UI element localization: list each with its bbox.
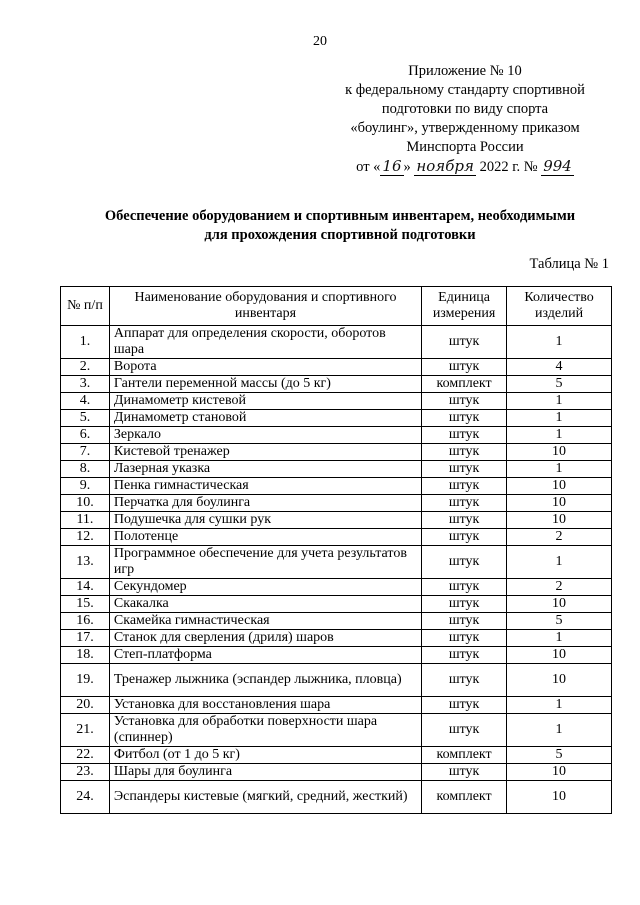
cell-num: 13.: [61, 546, 110, 579]
cell-name: Скакалка: [109, 596, 421, 613]
cell-qty: 10: [507, 764, 612, 781]
cell-num: 8.: [61, 461, 110, 478]
cell-unit: штук: [422, 478, 507, 495]
cell-name: Аппарат для определения скорости, оборотов шара: [109, 326, 421, 359]
header-name: Наименование оборудования и спортивного инвентаря: [109, 287, 421, 326]
cell-unit: штук: [422, 546, 507, 579]
table-body: [61, 326, 612, 814]
cell-unit: штук: [422, 393, 507, 410]
cell-qty: 10: [507, 647, 612, 664]
handwritten-month: ноября: [416, 157, 474, 175]
cell-unit: штук: [422, 495, 507, 512]
cell-unit: штук: [422, 697, 507, 714]
table-row: [61, 495, 612, 512]
cell-unit: штук: [422, 596, 507, 613]
cell-unit: штук: [422, 512, 507, 529]
cell-qty: 1: [507, 393, 612, 410]
handwritten-day: 16: [382, 157, 402, 175]
cell-num: 24.: [61, 781, 110, 814]
cell-name: Кистевой тренажер: [109, 444, 421, 461]
cell-num: 1.: [61, 326, 110, 359]
cell-num: 20.: [61, 697, 110, 714]
cell-name: Степ-платформа: [109, 647, 421, 664]
cell-unit: штук: [422, 764, 507, 781]
cell-num: 9.: [61, 478, 110, 495]
cell-name: Установка для восстановления шара: [109, 697, 421, 714]
table-row: [61, 427, 612, 444]
cell-num: 14.: [61, 579, 110, 596]
cell-qty: 1: [507, 697, 612, 714]
cell-name: Динамометр кистевой: [109, 393, 421, 410]
cell-name: Подушечка для сушки рук: [109, 512, 421, 529]
cell-name: Перчатка для боулинга: [109, 495, 421, 512]
table-row: [61, 747, 612, 764]
date-prefix: от «: [356, 159, 381, 175]
table-row: [61, 359, 612, 376]
title-line: для прохождения спортивной подготовки: [204, 227, 476, 243]
table-row: [61, 326, 612, 359]
cell-qty: 1: [507, 427, 612, 444]
table-header-row: [61, 287, 612, 326]
cell-num: 5.: [61, 410, 110, 427]
cell-qty: 1: [507, 630, 612, 647]
cell-num: 12.: [61, 529, 110, 546]
cell-name: Полотенце: [109, 529, 421, 546]
cell-qty: 4: [507, 359, 612, 376]
appendix-line: «боулинг», утвержденному приказом: [350, 120, 580, 136]
cell-name: Скамейка гимнастическая: [109, 613, 421, 630]
cell-name: Программное обеспечение для учета результатов игр: [109, 546, 421, 579]
table-row: [61, 579, 612, 596]
cell-num: 11.: [61, 512, 110, 529]
page-number: 20: [313, 34, 327, 49]
cell-name: Пенка гимнастическая: [109, 478, 421, 495]
cell-qty: 1: [507, 714, 612, 747]
cell-unit: штук: [422, 630, 507, 647]
table-row: [61, 512, 612, 529]
handwritten-order-number: 994: [543, 157, 572, 175]
cell-qty: 10: [507, 596, 612, 613]
cell-unit: штук: [422, 326, 507, 359]
cell-num: 18.: [61, 647, 110, 664]
cell-name: Эспандеры кистевые (мягкий, средний, жесткий): [109, 781, 421, 814]
cell-unit: штук: [422, 664, 507, 697]
table-row: [61, 647, 612, 664]
table-row: [61, 613, 612, 630]
cell-num: 4.: [61, 393, 110, 410]
table-row: [61, 393, 612, 410]
cell-num: 2.: [61, 359, 110, 376]
cell-num: 7.: [61, 444, 110, 461]
table-row: [61, 697, 612, 714]
cell-num: 16.: [61, 613, 110, 630]
cell-name: Лазерная указка: [109, 461, 421, 478]
cell-qty: 5: [507, 747, 612, 764]
cell-name: Секундомер: [109, 579, 421, 596]
document-title: [60, 207, 620, 245]
table-row: [61, 478, 612, 495]
cell-unit: штук: [422, 444, 507, 461]
cell-num: 22.: [61, 747, 110, 764]
table-row: [61, 410, 612, 427]
cell-unit: комплект: [422, 747, 507, 764]
date-year: 2022 г. №: [479, 159, 538, 175]
cell-name: Динамометр становой: [109, 410, 421, 427]
appendix-line: к федеральному стандарту спортивной: [345, 82, 585, 98]
cell-qty: 10: [507, 444, 612, 461]
header-num: № п/п: [61, 287, 110, 326]
cell-unit: штук: [422, 613, 507, 630]
cell-unit: штук: [422, 529, 507, 546]
cell-name: Ворота: [109, 359, 421, 376]
cell-qty: 5: [507, 376, 612, 393]
table-row: [61, 630, 612, 647]
table-row: [61, 546, 612, 579]
cell-unit: штук: [422, 461, 507, 478]
inventory-table: [60, 286, 612, 814]
cell-qty: 2: [507, 529, 612, 546]
header-unit: Единица измерения: [422, 287, 507, 326]
table-row: [61, 461, 612, 478]
cell-num: 21.: [61, 714, 110, 747]
cell-num: 17.: [61, 630, 110, 647]
cell-name: Станок для сверления (дриля) шаров: [109, 630, 421, 647]
cell-unit: комплект: [422, 781, 507, 814]
cell-name: Гантели переменной массы (до 5 кг): [109, 376, 421, 393]
cell-qty: 10: [507, 495, 612, 512]
cell-qty: 1: [507, 410, 612, 427]
cell-unit: штук: [422, 427, 507, 444]
date-mid: »: [403, 159, 411, 175]
cell-qty: 10: [507, 478, 612, 495]
cell-unit: штук: [422, 359, 507, 376]
appendix-line: подготовки по виду спорта: [381, 101, 549, 117]
cell-qty: 10: [507, 664, 612, 697]
table-row: [61, 376, 612, 393]
table-row: [61, 781, 612, 814]
appendix-header: [330, 62, 600, 177]
table-row: [61, 664, 612, 697]
cell-qty: 10: [507, 512, 612, 529]
cell-qty: 2: [507, 579, 612, 596]
cell-name: Фитбол (от 1 до 5 кг): [109, 747, 421, 764]
cell-num: 3.: [61, 376, 110, 393]
table-row: [61, 529, 612, 546]
table-row: [61, 596, 612, 613]
table-caption: Таблица № 1: [529, 256, 609, 272]
table-row: [61, 444, 612, 461]
cell-qty: 10: [507, 781, 612, 814]
cell-qty: 1: [507, 461, 612, 478]
cell-name: Зеркало: [109, 427, 421, 444]
header-qty: Количество изделий: [507, 287, 612, 326]
cell-unit: штук: [422, 647, 507, 664]
order-date-line: [330, 157, 600, 177]
cell-qty: 1: [507, 546, 612, 579]
title-line: Обеспечение оборудованием и спортивным инвентарем, необходимыми: [104, 208, 576, 224]
cell-num: 6.: [61, 427, 110, 444]
cell-qty: 1: [507, 326, 612, 359]
table-row: [61, 764, 612, 781]
cell-num: 23.: [61, 764, 110, 781]
cell-num: 10.: [61, 495, 110, 512]
appendix-line: Приложение № 10: [408, 63, 522, 79]
cell-unit: комплект: [422, 376, 507, 393]
cell-num: 15.: [61, 596, 110, 613]
cell-num: 19.: [61, 664, 110, 697]
cell-unit: штук: [422, 579, 507, 596]
table-row: [61, 714, 612, 747]
cell-name: Шары для боулинга: [109, 764, 421, 781]
cell-qty: 5: [507, 613, 612, 630]
cell-name: Тренажер лыжника (эспандер лыжника, пловца): [109, 664, 421, 697]
cell-name: Установка для обработки поверхности шара (спиннер): [109, 714, 421, 747]
appendix-line: Минспорта России: [406, 139, 524, 155]
cell-unit: штук: [422, 714, 507, 747]
cell-unit: штук: [422, 410, 507, 427]
